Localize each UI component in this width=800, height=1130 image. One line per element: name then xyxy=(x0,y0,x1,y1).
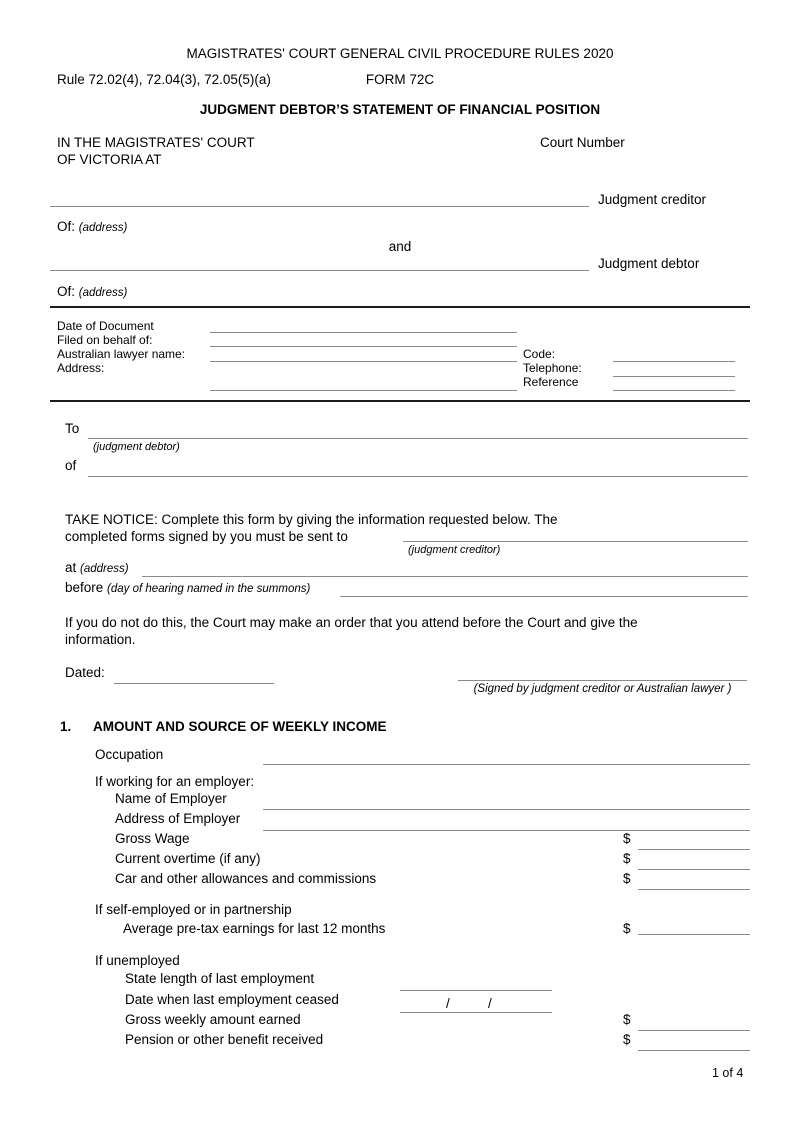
code-input[interactable] xyxy=(613,348,735,362)
date-ceased-input[interactable] xyxy=(400,999,552,1013)
employer-address-input[interactable] xyxy=(263,817,750,831)
date-ceased-label: Date when last employment ceased xyxy=(125,992,339,1007)
occupation-input[interactable] xyxy=(263,751,750,765)
employer-heading: If working for an employer: xyxy=(95,774,255,789)
take-notice-line1: TAKE NOTICE: Complete this form by giving the information requested below. The xyxy=(65,512,558,527)
hearing-day-input[interactable] xyxy=(340,583,748,597)
at-label: at xyxy=(65,560,77,575)
judgment-creditor-label: Judgment creditor xyxy=(598,192,707,207)
code-label: Code: xyxy=(523,347,556,361)
overtime-dollar-sign: $ xyxy=(623,851,631,866)
to-debtor-input[interactable] xyxy=(88,425,748,439)
court-name-line2: OF VICTORIA AT xyxy=(57,152,162,167)
self-employed-heading: If self-employed or in partnership xyxy=(95,902,292,917)
allowances-label: Car and other allowances and commissions xyxy=(115,871,377,886)
pretax-earnings-input[interactable] xyxy=(638,921,750,935)
debtor-of-label: Of: xyxy=(57,284,76,299)
occupation-label: Occupation xyxy=(95,747,164,762)
date-of-document-label: Date of Document xyxy=(57,319,154,333)
judgment-creditor-name-input[interactable] xyxy=(50,193,589,207)
signed-by-hint: (Signed by judgment creditor or Australian lawyer ) xyxy=(473,683,732,695)
telephone-input[interactable] xyxy=(613,363,735,377)
rules-title: MAGISTRATES' COURT GENERAL CIVIL PROCEDURE RULES 2020 xyxy=(186,46,614,61)
take-notice-line2: completed forms signed by you must be sent to xyxy=(65,529,348,544)
at-address-hint: (address) xyxy=(80,563,129,575)
overtime-input[interactable] xyxy=(638,856,750,870)
pension-label: Pension or other benefit received xyxy=(125,1032,324,1047)
filing-address-label: Address: xyxy=(57,361,105,375)
date-of-document-input[interactable] xyxy=(210,319,517,333)
before-row xyxy=(65,579,310,598)
telephone-label: Telephone: xyxy=(523,361,582,375)
filing-address-input[interactable] xyxy=(210,377,517,391)
pretax-dollar-sign: $ xyxy=(623,921,631,936)
creditor-of-label: Of: xyxy=(57,219,76,234)
overtime-label: Current overtime (if any) xyxy=(115,851,261,866)
gross-weekly-dollar-sign: $ xyxy=(623,1012,631,1027)
creditor-of-row xyxy=(57,218,127,237)
before-label: before xyxy=(65,580,104,595)
page-number: 1 of 4 xyxy=(712,1066,744,1080)
to-label: To xyxy=(65,421,80,436)
section1-title: AMOUNT AND SOURCE OF WEEKLY INCOME xyxy=(93,719,387,734)
judgment-debtor-name-input[interactable] xyxy=(50,257,589,271)
warning-line1: If you do not do this, the Court may make an order that you attend before the Court and give the xyxy=(65,615,638,630)
pretax-earnings-label: Average pre-tax earnings for last 12 months xyxy=(123,921,386,936)
debtor-address-input[interactable] xyxy=(88,463,748,477)
unemployed-heading: If unemployed xyxy=(95,953,180,968)
divider-top xyxy=(50,306,750,308)
date-slash-1: / xyxy=(446,996,450,1011)
employment-length-input[interactable] xyxy=(400,977,552,991)
debtor-address-hint: (address) xyxy=(78,287,128,299)
form-title: JUDGMENT DEBTOR’S STATEMENT OF FINANCIAL POSITION xyxy=(199,102,601,117)
dated-input[interactable] xyxy=(114,670,274,684)
before-hearing-hint: (day of hearing named in the summons) xyxy=(107,583,311,595)
gross-weekly-input[interactable] xyxy=(638,1017,750,1031)
debtor-of-row xyxy=(57,283,127,302)
lawyer-name-label: Australian lawyer name: xyxy=(57,347,186,361)
divider-bottom xyxy=(50,400,750,402)
gross-wage-label: Gross Wage xyxy=(115,831,190,846)
gross-wage-input[interactable] xyxy=(638,836,750,850)
sent-to-address-input[interactable] xyxy=(142,563,748,577)
form-number: FORM 72C xyxy=(365,72,435,87)
allowances-dollar-sign: $ xyxy=(623,871,631,886)
signature-input[interactable] xyxy=(458,667,747,681)
date-slash-2: / xyxy=(488,996,492,1011)
court-number-label: Court Number xyxy=(540,135,625,150)
filed-on-behalf-label: Filed on behalf of: xyxy=(57,333,153,347)
employer-name-label: Name of Employer xyxy=(115,791,227,806)
section1-number: 1. xyxy=(60,719,72,734)
sent-to-creditor-input[interactable] xyxy=(403,528,748,542)
at-row xyxy=(65,559,129,578)
dated-label: Dated: xyxy=(65,665,105,680)
judgment-debtor-hint: (judgment debtor) xyxy=(93,441,180,453)
pension-input[interactable] xyxy=(638,1037,750,1051)
of-label: of xyxy=(65,458,77,473)
creditor-address-hint: (address) xyxy=(78,222,128,234)
court-name-line1: IN THE MAGISTRATES' COURT xyxy=(57,135,255,150)
gross-weekly-label: Gross weekly amount earned xyxy=(125,1012,301,1027)
employer-address-label: Address of Employer xyxy=(115,811,241,826)
judgment-creditor-hint: (judgment creditor) xyxy=(408,544,501,556)
pension-dollar-sign: $ xyxy=(623,1032,631,1047)
filed-on-behalf-input[interactable] xyxy=(210,333,517,347)
employment-length-label: State length of last employment xyxy=(125,971,315,986)
rule-references: Rule 72.02(4), 72.04(3), 72.05(5)(a) xyxy=(57,72,271,87)
gross-wage-dollar-sign: $ xyxy=(623,831,631,846)
employer-name-input[interactable] xyxy=(263,796,750,810)
lawyer-name-input[interactable] xyxy=(210,348,517,362)
judgment-debtor-label: Judgment debtor xyxy=(598,256,700,271)
allowances-input[interactable] xyxy=(638,876,750,890)
and-separator: and xyxy=(388,239,412,254)
warning-line2: information. xyxy=(65,632,136,647)
reference-input[interactable] xyxy=(613,377,735,391)
reference-label: Reference xyxy=(523,375,579,389)
